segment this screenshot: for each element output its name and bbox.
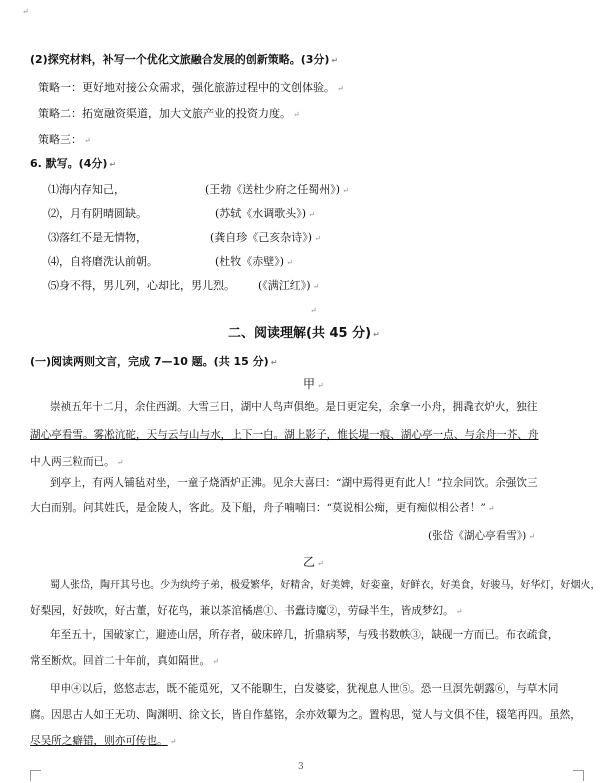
text-yi-title: 乙 ↵ (303, 555, 324, 569)
jia-line-3: 中人两三粒而已。 ↵ (30, 456, 124, 468)
crop-mark (573, 770, 584, 781)
poem-source-5: (《满江红》) ↵ (258, 279, 320, 292)
poem-source-4: (杜牧《赤壁》) ↵ (215, 255, 293, 268)
paragraph-mark: ↵ (22, 7, 29, 16)
yi-line-6: 腐。因思古人如王无功、陶渊明、徐文长，皆自作墓铭，余亦效颦为之。置构思，觉人与文俱不佳，辍笔再四。虽然， (30, 709, 581, 721)
strategy-3: 策略三： ↵ (38, 133, 91, 146)
yi-line-1: 蜀人张岱，陶幵其号也。少为纨绔子弟，极爱繁华，好精舍，好美婢，好娈童，好鲜衣，好美食，好骏马，好华灯，好烟火， (50, 579, 601, 591)
poem-source-1: (王勃《送杜少府之任蜀州》) ↵ (205, 183, 349, 196)
page-number: 3 (298, 762, 304, 772)
strategy-1: 策略一：更好地对接公众需求，强化旅游过程中的文创体验。 ↵ (38, 81, 344, 94)
poem-line-3: ⑶落红不是无情物， (48, 231, 147, 244)
yi-line-3: 年至五十，国破家亡，避迹山居，所存者，破床碎几，折鼎病琴，与残书数帙③，缺砚一方而已。布衣疏食， (50, 629, 559, 641)
paragraph-mark: ↵ (310, 306, 317, 315)
text-jia-title: 甲 ↵ (303, 377, 324, 391)
poem-source-3: (龚自珍《己亥杂诗》) ↵ (210, 231, 321, 244)
yi-line-5: 甲申④以后，悠悠志志，既不能觅死，又不能聊生，白发婆娑，犹视息人世⑤。恐一旦溟先朝露⑥，与草木同 (50, 683, 559, 695)
question-5-2: (2)探究材料，补写一个优化文旅融合发展的创新策略。(3分) ↵ (30, 53, 339, 66)
yi-line-2: 好梨园，好鼓吹，好古董，好花鸟，兼以茶涫橘虐①、书蠹诗魔②，劳碌半生，皆成梦幻。 ↵ (30, 605, 463, 617)
question-6-title: 6. 默写。(4分) ↵ (30, 157, 117, 170)
poem-line-2: ⑵，月有阴晴圆缺。 (48, 207, 147, 220)
jia-source: (张岱《湖心亭看雪》) ↵ (428, 530, 536, 542)
poem-source-2: (苏轼《水调歌头》) ↵ (215, 207, 315, 220)
poem-line-5: ⑸身不得，男儿列，心却比，男儿烈。 (48, 279, 235, 292)
yi-line-4: 常至断炊。回首二十年前，真如隔世。 ↵ (30, 655, 219, 667)
crop-mark (30, 770, 41, 781)
jia-line-4: 到亭上，有两人铺毡对坐，一童子烧酒炉正沸。见余大喜曰：“湖中焉得更有此人！”拉余同饮。余强饮三 (50, 477, 538, 489)
jia-line-2: 湖心亭看雪。雾凇沆砣，天与云与山与水，上下一白。湖上影子，惟长堤一痕、湖心亭一点、与余舟一芥、舟 (30, 429, 539, 441)
yi-line-7: 尽吴所之癖错，则亦可传也。 ↵ (30, 735, 177, 747)
jia-line-5: 大白而别。问其姓氏，是金陵人，客此。及下船，舟子喃喃曰：“莫说相公痴，更有痴似相公者！” ↵ (30, 502, 495, 514)
jia-line-1: 崇祯五年十二月，余住西湖。大雪三日，湖中人鸟声俱绝。是日更定矣，余拿一小舟，拥毳衣炉火，独往 (50, 401, 538, 413)
section-title: 二、阅读理解(共 45 分) ↵ (228, 326, 380, 341)
poem-line-4: ⑷，自将磨洗认前朝。 (48, 255, 158, 268)
poem-line-1: ⑴海内存知己， (48, 183, 125, 196)
strategy-2: 策略二：拓宽融资渠道，加大文旅产业的投资力度。 ↵ (38, 107, 300, 120)
part-1-title: (一)阅读两则文言，完成 7—10 题。(共 15 分) ↵ (30, 355, 278, 368)
